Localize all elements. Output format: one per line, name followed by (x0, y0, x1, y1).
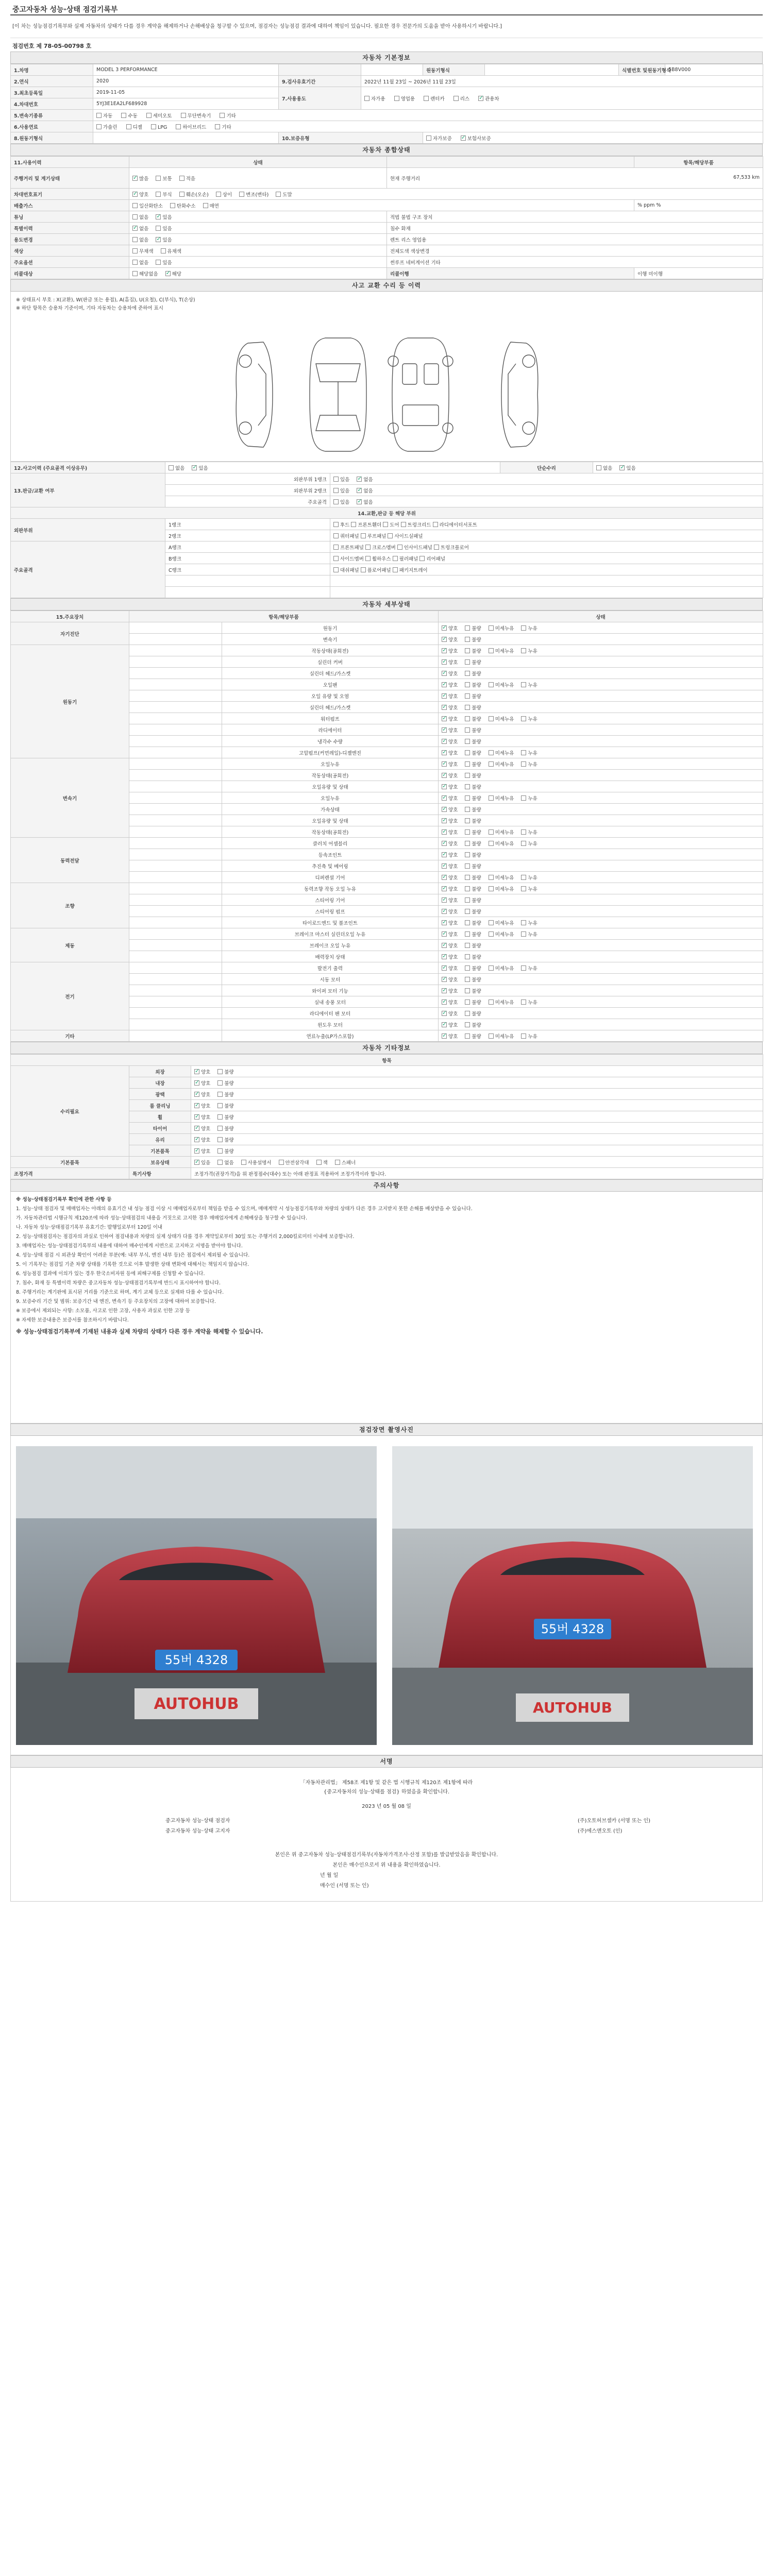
detail-row (11, 1030, 763, 1042)
sign-line2: {중고자동차의 성능·상태를 점검} 하였음을 확인합니다. (323, 1789, 450, 1795)
inspector-label: 중고자동차 성능·상태 점검자 (165, 1818, 230, 1824)
rear-photo-icon (392, 1446, 753, 1745)
car-diagram (10, 292, 763, 462)
detail-group-label: 동력전달 (11, 838, 129, 883)
legend-text: ※ 상태표시 부호 : X(교환), W(판금 또는 용접), A(흠집), U(요철), C(부식), T(손상) (16, 297, 195, 303)
detail-item-label: 추진축 및 베어링 (222, 860, 439, 872)
detail-item-label: 오일팬 (222, 679, 439, 690)
front-brand: AUTOHUB (154, 1695, 239, 1713)
detail-item-label: 배력장치 상태 (222, 951, 439, 962)
parts-heading: 14.교환,판금 등 해당 부위 (11, 507, 763, 519)
extra-state: ✓ 양호 불량 (191, 1145, 763, 1157)
detail-row (11, 962, 763, 974)
overview-row: 용도변경 없음✓ 있음 렌트 리스 영업용 (11, 234, 763, 245)
detail-item-label: 브레이크 마스터 실린더오일 누유 (222, 928, 439, 940)
detail-state: ✓ 양호 불량 미세누유 누유 (439, 928, 763, 940)
detail-item-label: 동력조향 작동 오일 누유 (222, 883, 439, 894)
detail-item-label: 실린더 헤드/가스켓 (222, 668, 439, 679)
detail-state: ✓ 양호 불량 미세누유 누유 (439, 713, 763, 724)
overview-row: 리콜대상 해당없음✓ 해당 리콜이행 이행 미이행 (11, 268, 763, 279)
detail-item-label: 연료누출(LP가스포함) (222, 1030, 439, 1042)
detail-item-label: 고압펌프(커먼레일)-디젤엔진 (222, 747, 439, 758)
buyer-line: 본인은 위 중고자동차 성능·상태점검기록부(자동차가격조사·산정 포함)를 발급받았음을 확인합니다. (275, 1852, 498, 1858)
detail-state: ✓ 양호 불량 (439, 1008, 763, 1019)
detail-state: ✓ 양호 불량 미세누유 누유 (439, 996, 763, 1008)
detail-state: ✓ 양호 불량 미세누유 누유 (439, 962, 763, 974)
extra-item-label: 휠 (129, 1111, 191, 1123)
detail-row (11, 622, 763, 634)
detail-state: ✓ 양호 불량 (439, 668, 763, 679)
spare-row: 기본품목 보유상태 ✓ 있음 없음 사용설명서 안전삼각대 잭 스패너 (11, 1157, 763, 1168)
id-label: 식별번호 및원동기형식 (619, 64, 665, 76)
detail-state: ✓ 양호 불량 미세누유 누유 (439, 883, 763, 894)
fuel-label: 6.사용연료 (11, 121, 93, 132)
detail-state: ✓ 양호 불량 (439, 906, 763, 917)
detail-item-label: 변속기 (222, 634, 439, 645)
buyer-date: 년 월 일 (320, 1873, 339, 1878)
sign-line1: 「자동차관리법」 제58조 제1항 및 같은 법 시행규칙 제120조 제1항에 따라 (300, 1780, 473, 1786)
cert-number (10, 38, 763, 52)
buyer-sign: 매수인 (서명 또는 인) (320, 1883, 369, 1889)
engine-label: 8.원동기형식 (11, 132, 93, 144)
transmission-label: 5.변속기종류 (11, 110, 93, 121)
overview-header: 자동차 종합상태 (10, 144, 763, 156)
document-title: 중고자동차 성능·상태 점검기록부 (10, 0, 763, 15)
detail-item-label: 시동 모터 (222, 974, 439, 985)
detail-item-label: 등속조인트 (222, 849, 439, 860)
overview-row: 튜닝 없음✓ 있음 적법 불법 구조 장치 (11, 211, 763, 223)
notes-warning: ※ 성능·상태점검기록부에 기재된 내용과 실제 차량의 상태가 다른 경우 계약을 해제할 수 있습니다. (16, 1328, 263, 1335)
detail-item-label: 실내 송풍 모터 (222, 996, 439, 1008)
extra-item-label: 내장 (129, 1077, 191, 1089)
detail-group-label: 조향 (11, 883, 129, 928)
usage-label: 7.사용용도 (279, 87, 361, 110)
detail-state: ✓ 양호 불량 (439, 804, 763, 815)
detail-group-label: 변속기 (11, 758, 129, 838)
mileage-value: 67,533 km (733, 174, 760, 180)
notifier-label: 중고자동차 성능·상태 고지자 (165, 1828, 230, 1834)
legend-note: ※ 하단 항목은 승용차 기준이며, 기타 자동차는 승용차에 준하여 표시 (16, 306, 163, 311)
detail-state: ✓ 양호 불량 (439, 951, 763, 962)
detail-item-label: 오일누유 (222, 792, 439, 804)
inspect-period-value: 2022년 11월 23일 ~ 2026년 11월 23일 (361, 76, 763, 87)
detail-item-label: 작동상태(공회전) (222, 770, 439, 781)
notifier-value: (주)에스앤오토 (인) (578, 1828, 623, 1834)
year-value: 2020 (93, 76, 279, 87)
signature-header: 서명 (10, 1755, 763, 1768)
detail-state: ✓ 양호 불량 (439, 849, 763, 860)
detail-state: ✓ 양호 불량 미세누유 누유 (439, 917, 763, 928)
detail-item-label: 원동기 (222, 622, 439, 634)
detail-state: ✓ 양호 불량 미세누유 누유 (439, 838, 763, 849)
detail-group-label: 전기 (11, 962, 129, 1030)
rear-brand: AUTOHUB (533, 1699, 612, 1716)
cert-label: 점검번호 제 (12, 43, 42, 49)
extra-item-label: 유리 (129, 1134, 191, 1145)
detail-state: ✓ 양호 불량 미세누유 누유 (439, 1030, 763, 1042)
detail-state: ✓ 양호 불량 (439, 985, 763, 996)
overview-row: 차대번호표기 ✓ 양호 부식 훼손(오손) 상이 변조(변타) 도말 (11, 189, 763, 200)
accident-table: 12.사고이력 (주요골격 이상유무) 없음✓ 있음 단순수리 없음✓ 있음 13.판금/교환 여부 외판부위 1랭크 있음✓ 없음 외판부위 2랭크 있음✓ 없음 주요골격 있음✓ 없음 14.교환,판금 등 해당 부위 외판부위 1랭크 후드 프론트휀더 도어 트렁크리드 라디에이터서포트 2랭크 쿼터패널 루프패널 사이드실패널 주요골격 A랭크 프론트패널 크로스멤버 인사이드패널 트렁크플로어 B랭크 사이드멤버 휠하우스 필러패널 리어패널 C랭크 대쉬패널 플로어패널 패키지트레이 (10, 462, 763, 598)
extra-table: 항목 수리필요 외장 ✓ 양호 불량 내장 ✓ 양호 불량 광택 ✓ 양호 불량 룸 클리닝 ✓ 양호 불량 휠 ✓ 양호 불량 타이어 ✓ 양호 불량 유리 ✓ 양호 불량 기본품목 ✓ 양호 불량 기본품목 보유상태 ✓ 있음 없음 사용설명서 안전삼각대 잭 스패너 조정가격 특기사항 조정가격(권장가격)을 위 판정점수(대수) 또는 아래 판정표 적용하여 조정가격이라 합니다. (10, 1054, 763, 1179)
detail-item-label: 브레이크 오일 누유 (222, 940, 439, 951)
detail-row (11, 645, 763, 656)
detail-state: ✓ 양호 불량 (439, 1019, 763, 1030)
overview-row: 주요옵션 없음 있음 썬루프 네비게이션 기타 (11, 257, 763, 268)
car-name-value: MODEL 3 PERFORMANCE (93, 64, 279, 76)
inspect-period-label: 9.검사유효기간 (279, 76, 361, 87)
detail-group-label: 자기진단 (11, 622, 129, 645)
transmission-options: 자동 수동 세미오토 무단변속기 기타 (93, 110, 763, 121)
detail-state: ✓ 양호 불량 미세누유 누유 (439, 826, 763, 838)
detail-state: ✓ 양호 불량 미세누유 누유 (439, 645, 763, 656)
photo-area (10, 1436, 763, 1755)
detail-item-label: 스티어링 기어 (222, 894, 439, 906)
extra-item-label: 룸 클리닝 (129, 1100, 191, 1111)
front-plate: 55버 4328 (164, 1653, 228, 1667)
rear-plate: 55버 4328 (541, 1622, 604, 1636)
detail-item-label: 실린더 헤드/가스켓 (222, 702, 439, 713)
extra-state: ✓ 양호 불량 (191, 1100, 763, 1111)
detail-item-label: 발전기 출력 (222, 962, 439, 974)
inspection-document (10, 0, 763, 1902)
extra-state: ✓ 양호 불량 (191, 1134, 763, 1145)
detail-state: ✓ 양호 불량 (439, 894, 763, 906)
notes-header: 주의사항 (10, 1179, 763, 1192)
sign-date: 2023 년 05 월 08 일 (362, 1804, 411, 1809)
extra-row: 수리필요 외장 ✓ 양호 불량 (11, 1066, 763, 1077)
detail-state: ✓ 양호 불량 (439, 860, 763, 872)
detail-state: ✓ 양호 불량 미세누유 누유 (439, 758, 763, 770)
detail-item-label: 스티어링 펌프 (222, 906, 439, 917)
overview-row: 특별이력 ✓ 없음 있음 침수 화재 (11, 223, 763, 234)
warranty-label: 10.보증유형 (279, 132, 423, 144)
warranty-options: 자가보증 ✓ 보험사보증 (423, 132, 763, 144)
detail-item-label: 라디에이터 (222, 724, 439, 736)
notes-body: ※ 성능·상태점검기록부 확인에 관한 사항 등 1. 성능·상태 점검자 및 매매업자는 아래의 유효기간 내 성능 점검 이상 시 매매업자로부터 책임을 받을 수 있으며, 매매계약 시 성능점검기록부와 차량의 상태가 다른 경우 고지받지 못한 손해를 배상받을 수 있습니다. 가. 자동차관리법 시행규칙 제120조에 따라 성능·상태점검의 내용을 거짓으로 고지한 경우 매매업자에게 손해배상을 청구할 수 있습니다. 나. 자동차 성능·상태점검기록부 유효기간: 발행일로부터 120일 이내 2. 성능·상태점검자는 점검자의 과실로 인하여 점검내용과 차량의 실제 상태가 다를 경우 계약일로부터 30일 또는 주행거리 2,000킬로미터 이내에 보증합니다. 3. 매매업자는 성능·상태점검기록부의 내용에 대하여 매수인에게 서면으로 고지하고 서명을 받아야 합니다. 4. 성능·상태 점검 시 외관상 확인이 어려운 부분(예: 내부 부식, 엔진 내부 등)은 점검에서 제외될 수 있습니다. 5. 이 기록부는 점검일 기준 차량 상태를 기록한 것으로 이후 발생한 상태 변화에 대해서는 책임지지 않습니다. 6. 성능점검 결과에 이의가 있는 경우 한국소비자원 등에 피해구제를 신청할 수 있습니다. 7. 침수, 화재 등 특별이력 차량은 중고자동차 성능·상태점검기록부에 반드시 표시하여야 합니다. 8. 주행거리는 계기판에 표시된 거리를 기준으로 하며, 계기 교체 등으로 실제와 다를 수 있습니다. 9. 보증수리 기간 및 범위: 보증기간 내 엔진, 변속기 등 주요장치의 고장에 대하여 보증합니다. ※ 보증에서 제외되는 사항: 소모품, 사고로 인한 고장, 사용자 과실로 인한 고장 등 ※ 자세한 보증내용은 보증서를 참조하시기 바랍니다. ※ 성능·상태점검기록부에 기재된 내용과 실제 차량의 상태가 다른 경우 계약을 해제할 수 있습니다. (10, 1192, 763, 1423)
detail-state: ✓ 양호 불량 (439, 815, 763, 826)
document-notice: [이 차는 성능점검기록부와 실제 자동차의 상태가 다를 경우 계약을 해제하거나 손해배상을 청구할 수 있으며, 점검자는 성능점검 결과에 대하여 책임이 있습니다. 필요한 경우 전문가의 도움을 받아 사용하시기 바랍니다.] (10, 15, 763, 38)
extra-header: 자동차 기타정보 (10, 1042, 763, 1054)
detail-state: ✓ 양호 불량 (439, 724, 763, 736)
overview-row: 색상 무채색 유채색 전체도색 색상변경 (11, 245, 763, 257)
detail-state: ✓ 양호 불량 (439, 974, 763, 985)
extra-state: ✓ 양호 불량 (191, 1077, 763, 1089)
detail-item-label: 오일누유 (222, 758, 439, 770)
inspector-value: (주)오토허브셀카 (서명 또는 인) (578, 1818, 651, 1824)
detail-state: ✓ 양호 불량 (439, 656, 763, 668)
detail-row (11, 928, 763, 940)
detail-row (11, 838, 763, 849)
detail-item-label: 타이로드엔드 및 볼조인트 (222, 917, 439, 928)
extra-state: ✓ 양호 불량 (191, 1123, 763, 1134)
detail-item-label: 작동상태(공회전) (222, 645, 439, 656)
basic-info-header: 자동차 기본정보 (10, 52, 763, 64)
engine-type-label: 원동기형식 (423, 64, 485, 76)
cost-value: 조정가격(권장가격)을 위 판정점수(대수) 또는 아래 판정표 적용하여 조정가격이라 합니다. (191, 1168, 763, 1179)
accident-header: 사고 교환 수리 등 이력 (10, 279, 763, 292)
detail-item-label: 냉각수 수량 (222, 736, 439, 747)
extra-item-label: 기본품목 (129, 1145, 191, 1157)
basic-info-table (10, 64, 763, 144)
extra-item-label: 외장 (129, 1066, 191, 1077)
detail-row (11, 758, 763, 770)
detail-state: ✓ 양호 불량 (439, 702, 763, 713)
first-reg-label: 3.최초등록일 (11, 87, 93, 98)
detail-state: ✓ 양호 불량 미세누유 누유 (439, 872, 763, 883)
fuel-options: 가솔린 디젤 LPG 하이브리드 기타 (93, 121, 763, 132)
accident-label: 12.사고이력 (주요골격 이상유무) (11, 462, 165, 473)
detail-item-label: 작동상태(공회전) (222, 826, 439, 838)
detail-state: ✓ 양호 불량 미세누유 누유 (439, 679, 763, 690)
detail-item-label: 오일 유량 및 오염 (222, 690, 439, 702)
first-reg-value: 2019-11-05 (93, 87, 279, 98)
detail-item-label: 워터펌프 (222, 713, 439, 724)
detail-state: ✓ 양호 불량 (439, 634, 763, 645)
panel-label: 13.판금/교환 여부 (11, 473, 165, 507)
cert-value: 78-05-00798 호 (43, 43, 92, 49)
detail-item-label: 실린더 커버 (222, 656, 439, 668)
detail-row (11, 883, 763, 894)
extra-state: ✓ 양호 불량 (191, 1089, 763, 1100)
overview-table: 11.사용이력 상태 항목/해당부품 주행거리 및 계기상태 ✓ 많음 보통 적음 현재 주행거리 67,533 km 차대번호표기 ✓ 양호 부식 훼손(오손) 상이 변조(변타) 도말 배출가스 일산화탄소 탄화수소 매연 % ppm % 튜닝 없음✓ 있음 적법 불법 구조 장치 특별이력 ✓ 없음 있음 침수 화재 용도변경 없음✓ 있음 렌트 리스 영업용 색상 무채색 유채색 전체도색 색상변경 주요옵션 없음 있음 썬루프 네비게이션 기타 리콜대상 해당없음✓ 해당 리콜이행 이행 미이행 (10, 156, 763, 279)
front-photo-icon (16, 1446, 377, 1745)
vin-value: 5YJ3E1EA2LF689928 (93, 98, 279, 110)
detail-item-label: 오일유량 및 상태 (222, 781, 439, 792)
detail-state: ✓ 양호 불량 (439, 781, 763, 792)
detail-table: 15.주요장치 항목/해당부품 상태 자기진단 원동기 ✓ 양호 불량 미세누유 누유 변속기 ✓ 양호 불량 원동기 작동상태(공회전) ✓ 양호 불량 미세누유 누유 실린더 커버 ✓ 양호 불량 실린더 헤드/가스켓 ✓ 양호 불량 오일팬 ✓ 양호 불량 미세누유 누유 오일 유량 및 오염 ✓ 양호 불량 실린더 헤드/가스켓 ✓ 양호 불량 워터펌프 ✓ 양호 불량 미세누유 누유 라디에이터 ✓ 양호 불량 냉각수 수량 ✓ 양호 불량 고압펌프(커먼레일)-디젤엔진 ✓ 양호 불량 미세누유 누유 변속기 오일누유 ✓ 양호 불량 미세누유 누유 작동상태(공회전) ✓ 양호 불량 오일유량 및 상태 ✓ 양호 불량 오일누유 ✓ 양호 불량 미세누유 누유 가속상태 ✓ 양호 불량 오일유량 및 상태 ✓ 양호 불량 작동상태(공회전) ✓ 양호 불량 미세누유 누유 동력전달 클러치 어셈블리 ✓ 양호 불량 미세누유 누유 등속조인트 ✓ 양호 불량 추진축 및 베어링 ✓ 양호 불량 디퍼렌셜 기어 ✓ 양호 불량 미세누유 누유 조향 동력조향 작동 오일 누유 ✓ 양호 불량 미세누유 누유 스티어링 기어 ✓ 양호 불량 스티어링 펌프 ✓ 양호 불량 타이로드엔드 및 볼조인트 ✓ 양호 불량 미세누유 누유 제동 브레이크 마스터 실린더오일 누유 ✓ 양호 불량 미세누유 누유 브레이크 오일 누유 ✓ 양호 불량 배력장치 상태 ✓ 양호 불량 전기 발전기 출력 ✓ 양호 불량 미세누유 누유 시동 모터 ✓ 양호 불량 와이퍼 모터 기능 ✓ 양호 불량 실내 송풍 모터 ✓ 양호 불량 미세누유 누유 라디에이터 팬 모터 ✓ 양호 불량 윈도우 모터 ✓ 양호 불량 기타 연료누출(LP가스포함) ✓ 양호 불량 미세누유 누유 (10, 611, 763, 1042)
extra-item-label: 광택 (129, 1089, 191, 1100)
detail-state: ✓ 양호 불량 (439, 940, 763, 951)
detail-state: ✓ 양호 불량 (439, 690, 763, 702)
detail-state: ✓ 양호 불량 (439, 770, 763, 781)
detail-group-label: 원동기 (11, 645, 129, 758)
vin-label: 4.차대번호 (11, 98, 93, 110)
id-value: 5B8V000 (665, 64, 763, 76)
buyer-line2: 본인은 매수인으로서 위 내용을 확인하였습니다. (332, 1862, 441, 1868)
detail-state: ✓ 양호 불량 미세누유 누유 (439, 747, 763, 758)
detail-item-label: 클러치 어셈블리 (222, 838, 439, 849)
usage-options: 자가용 영업용 렌터카 리스 ✓ 관용차 (361, 87, 763, 110)
car-name-label: 1.차명 (11, 64, 93, 76)
overview-row: 배출가스 일산화탄소 탄화수소 매연 % ppm % (11, 200, 763, 211)
photos-header: 점검장면 촬영사진 (10, 1423, 763, 1436)
detail-state: ✓ 양호 불량 미세누유 누유 (439, 622, 763, 634)
extra-state: ✓ 양호 불량 (191, 1111, 763, 1123)
detail-state: ✓ 양호 불량 (439, 736, 763, 747)
car-outline-icon (227, 333, 557, 456)
signature-area (10, 1768, 763, 1902)
detail-item-label: 와이퍼 모터 기능 (222, 985, 439, 996)
detail-group-label: 기타 (11, 1030, 129, 1042)
extra-state: ✓ 양호 불량 (191, 1066, 763, 1077)
detail-item-label: 윈도우 모터 (222, 1019, 439, 1030)
detail-group-label: 제동 (11, 928, 129, 962)
detail-state: ✓ 양호 불량 미세누유 누유 (439, 792, 763, 804)
detail-item-label: 디퍼렌셜 기어 (222, 872, 439, 883)
detail-item-label: 라디에이터 팬 모터 (222, 1008, 439, 1019)
detail-header: 자동차 세부상태 (10, 598, 763, 611)
extra-item-label: 타이어 (129, 1123, 191, 1134)
year-label: 2.연식 (11, 76, 93, 87)
detail-item-label: 오일유량 및 상태 (222, 815, 439, 826)
overview-row: 주행거리 및 계기상태 ✓ 많음 보통 적음 현재 주행거리 67,533 km (11, 168, 763, 189)
cost-label: 조정가격 (11, 1168, 129, 1179)
detail-item-label: 가속상태 (222, 804, 439, 815)
